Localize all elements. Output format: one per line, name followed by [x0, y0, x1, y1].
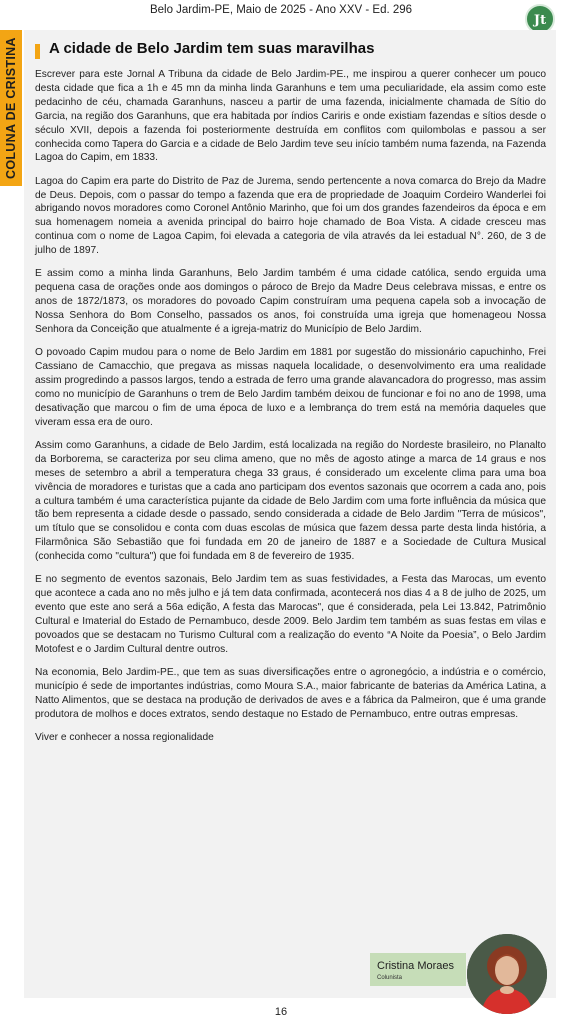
page-number: 16	[274, 1006, 288, 1018]
author-name: Cristina Moraes	[377, 960, 455, 972]
article-title: A cidade de Belo Jardim tem suas maravilhas	[49, 40, 375, 57]
author-portrait-illustration	[467, 934, 547, 1014]
author-photo	[467, 934, 547, 1014]
newspaper-logo: Jt	[525, 4, 555, 34]
masthead: Belo Jardim-PE, Maio de 2025 - Ano XXV - Ed. 296	[149, 4, 413, 16]
article-paragraph: Lagoa do Capim era parte do Distrito de Paz de Jurema, sendo pertencente a nova comarca do Brejo da Madre de Deus. Depois, com o passar do tempo a fazenda que era de propriedade de Joaquim Cordeiro Wanderlei foi abrigando novos moradores como Coronel Antônio Marinho, que foi um dos grandes fazendeiros da época e em sua homenagem nomeia a avenida principal do bairro hoje chamado de Boa Vista. A cidade cresceu mas continua com o nome de Lagoa Capim, foi elevada a categoria de vila através da lei estadual N°. 260, de 3 de julho de 1897.	[35, 175, 546, 257]
article-paragraph: Assim como Garanhuns, a cidade de Belo Jardim, está localizada na região do Nordeste brasileiro, no Planalto da Borborema, se caracteriza por seu clima ameno, que no mês de agosto atinge a marca de 14 graus e nos meses de setembro a abril a temperatura chega 33 graus, é considerado um excelente clima para uma boa vivência de moradores e turistas que a cada ano participam dos eventos sazonais que ocorrem a cada ano, pois a cultura também é uma característica pujante da cidade de Belo Jardim com uma forte influência da música que tão bem representa a cidade desde o passado, sendo considerada a cidade de Belo Jardim "Terra de músicos", um título que se consolidou e conta com duas escolas de música que fazem dessa parte desta linda história, a Filarmônica São Sebastião que foi fundada em 20 de janeiro de 1887 e a Sociedade de Cultura Musical (conhecida como "cultura") que foi fundada em 8 de fevereiro de 1935.	[35, 439, 546, 563]
article-paragraph: Escrever para este Jornal A Tribuna da cidade de Belo Jardim-PE., me inspirou a querer conhecer um pouco desta cidade que fica a 1h e 45 mn da minha linda Garanhuns e tem uma peculiaridade, ela assim como este pedacinho de céu, chamada Garanhuns, nasceu a partir de uma fazenda, inicialmente chamada de Sítio do Garcia, na região dos Garanhuns, que era habitada por índios Cariris e onde existiam fazendas e sítios desde o século XVII, depois a fazenda foi posteriormente destruída em conflitos com quilombolas e passou a ser conhecida como Tapera do Garcia e a cidade de Belo Jardim teve seu início também numa fazenda, na Fazenda Lagoa do Capim, em 1833.	[35, 69, 546, 164]
article-paragraph: Na economia, Belo Jardim-PE., que tem as suas diversificações entre o agronegócio, a indústria e o comércio, município é sede de importantes indústrias, como Moura S.A., maior fabricante de baterias da América Latina, a Natto Alimentos, que se destaca na produção de derivados de aves e a fábrica da Palmeiron, que é uma grande produtora de molhos e doces extratos, sendo destaque no Estado de Pernambuco, entre outras empresas.	[35, 667, 546, 720]
article-body	[35, 68, 546, 754]
article-paragraph: O povoado Capim mudou para o nome de Belo Jardim em 1881 por sugestão do missionário capuchinho, Frei Cassiano de Camacchio, que pregava as missas naquela localidade, o desenvolvimento era uma realidade assim progredindo a passos largos, tendo a estrada de ferro uma grande alavancadora do progresso, mas assim como no município de Garanhuns o trem de Belo Jardim também deixou de funcionar e foi no ano de 1998, uma desativação que marcou o fim de uma época de luxo e a lembrança do trem está na memória daqueles que viveram essa era de ouro.	[35, 347, 546, 428]
article-closing: Viver e conhecer a nossa regionalidade	[35, 732, 214, 744]
article-paragraph: E assim como a minha linda Garanhuns, Belo Jardim também é uma cidade católica, sendo erguida uma pequena casa de orações onde aos domingos o pároco de Brejo da Madre Deus celebrava missas, e entre os anos de 1872/1873, os moradores do povoado Capim construíram uma pequena capela sob a invocação de Nossa Senhora do Bom Conselho, passados os anos, foi construída uma igreja que homenageou Nossa Senhora da Conceição que atualmente é a igreja-matriz do Município de Belo Jardim.	[35, 268, 546, 335]
title-accent-bar	[35, 44, 40, 59]
author-role: Colunista	[377, 975, 403, 981]
article-paragraph: E no segmento de eventos sazonais, Belo Jardim tem as suas festividades, a Festa das Marocas, um evento que acontece a cada ano no mês julho e já tem data confirmada, acontecerá nos dias 4 a 8 de julho de 2025, um evento que este ano será a 56a edição, A festa das Marocas", que é considerada, pela Lei 13.842, Patrimônio Cultural e Imaterial do Estado de Pernambuco, desde 2009. Belo Jardim tem também as suas festas em vilas e povoados que se destacam no Turismo Cultural com a realização do evento “A Noite da Poesia”, o Belo Jardim Motofest e o Jardim Cultural dentre outros.	[35, 574, 546, 655]
section-label: COLUNA DE CRISTINA	[4, 37, 18, 179]
